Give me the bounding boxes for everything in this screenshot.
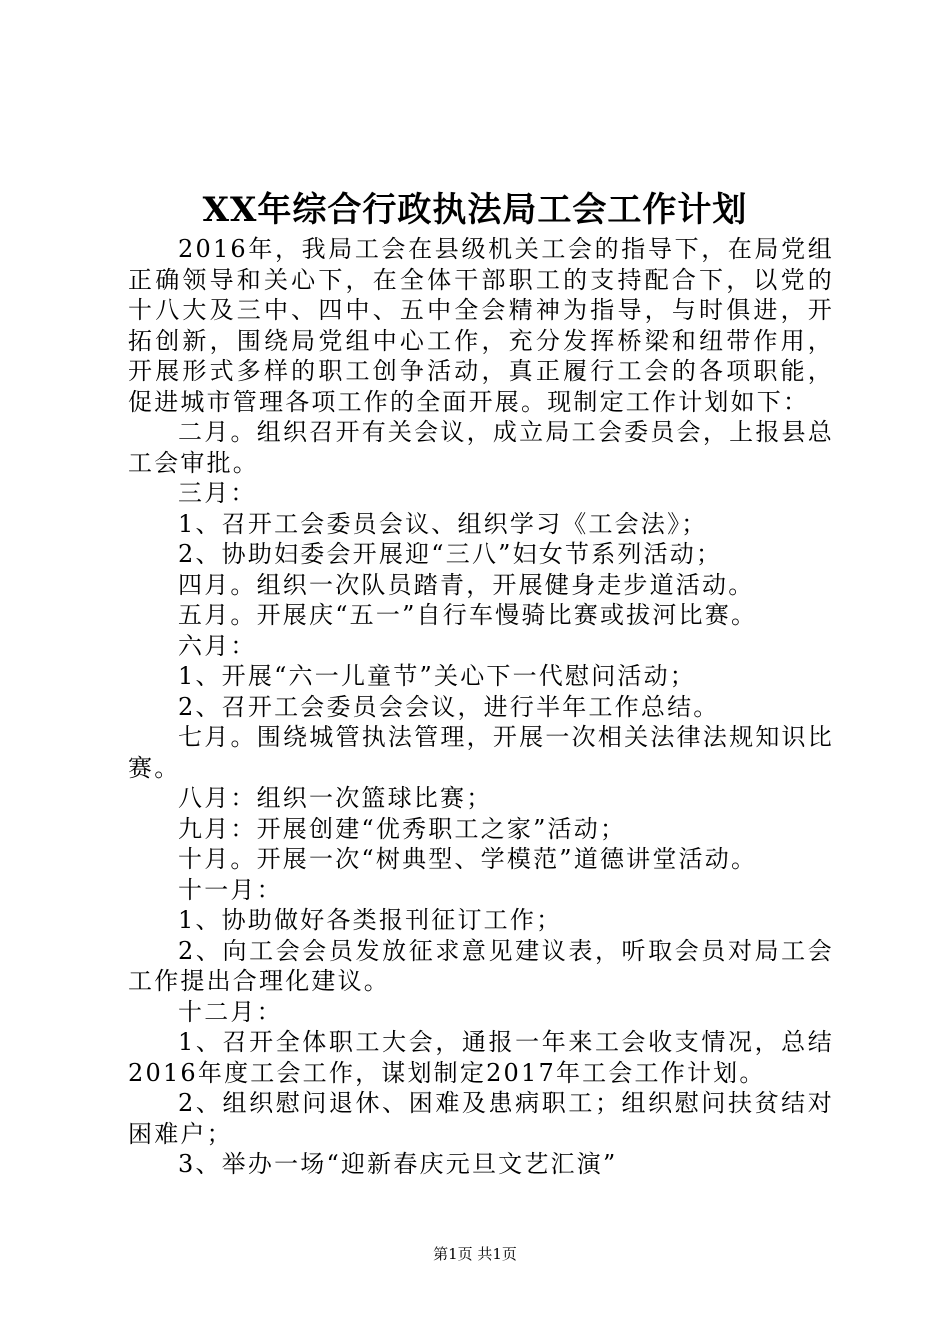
paragraph-november-heading: 十一月：: [178, 875, 283, 904]
paragraph-intro: 2016年，我局工会在县级机关工会的指导下，在局党组正确领导和关心下，在全体干部职工的支持配合下，以党的十八大及三中、四中、五中全会精神为指导，与时俱进，开拓创新，围绕局党组中心工作，充分发挥桥梁和纽带作用，开展形式多样的职工创争活动，真正履行工会的各项职能，促进城市管理各项工作的全面开展。现制定工作计划如下：: [128, 235, 834, 416]
paragraph-december-heading: 十二月：: [178, 997, 283, 1026]
paragraph-november-item-1: 1、协助做好各类报刊征订工作；: [178, 906, 563, 934]
paragraph-june-item-2: 2、召开工会委员会会议，进行半年工作总结。: [178, 692, 720, 721]
paragraph-april: 四月。组织一次队员踏青，开展健身走步道活动。: [178, 570, 755, 599]
document-body: [128, 234, 834, 1180]
paragraph-march-item-1: 1、召开工会委员会议、组织学习《工会法》；: [178, 509, 708, 538]
paragraph-june-item-1: 1、开展“六一儿童节”关心下一代慰问活动；: [178, 662, 697, 690]
paragraph-december-item-3: 3、举办一场“迎新春庆元旦文艺汇演”: [178, 1150, 618, 1178]
paragraph-march-heading: 三月：: [178, 479, 257, 507]
document-title: XX年综合行政执法局工会工作计划: [202, 190, 748, 230]
paragraph-december-item-2: 2、组织慰问退休、困难及患病职工；组织慰问扶贫结对困难户；: [128, 1089, 834, 1148]
paragraph-september: 九月：开展创建“优秀职工之家”活动；: [178, 814, 627, 843]
paragraph-november-item-2: 2、向工会会员发放征求意见建议表，听取会员对局工会工作提出合理化建议。: [128, 936, 834, 995]
paragraph-may: 五月。开展庆“五一”自行车慢骑比赛或拔河比赛。: [178, 601, 758, 629]
paragraph-march-item-2: 2、协助妇委会开展迎“三八”妇女节系列活动；: [178, 540, 723, 568]
paragraph-december-item-1: 1、召开全体职工大会，通报一年来工会收支情况，总结2016年度工会工作，谋划制定2017年工会工作计划。: [128, 1028, 834, 1087]
paragraph-august: 八月：组织一次篮球比赛；: [178, 784, 493, 812]
page-footer: 第1页 共1页: [433, 1245, 517, 1263]
paragraph-october: 十月。开展一次“树典型、学模范”道德讲堂活动。: [178, 845, 758, 873]
paragraph-february: 二月。组织召开有关会议，成立局工会委员会，上报县总工会审批。: [128, 418, 834, 477]
paragraph-july: 七月。围绕城管执法管理，开展一次相关法律法规知识比赛。: [128, 723, 834, 782]
paragraph-june-heading: 六月：: [178, 631, 257, 660]
